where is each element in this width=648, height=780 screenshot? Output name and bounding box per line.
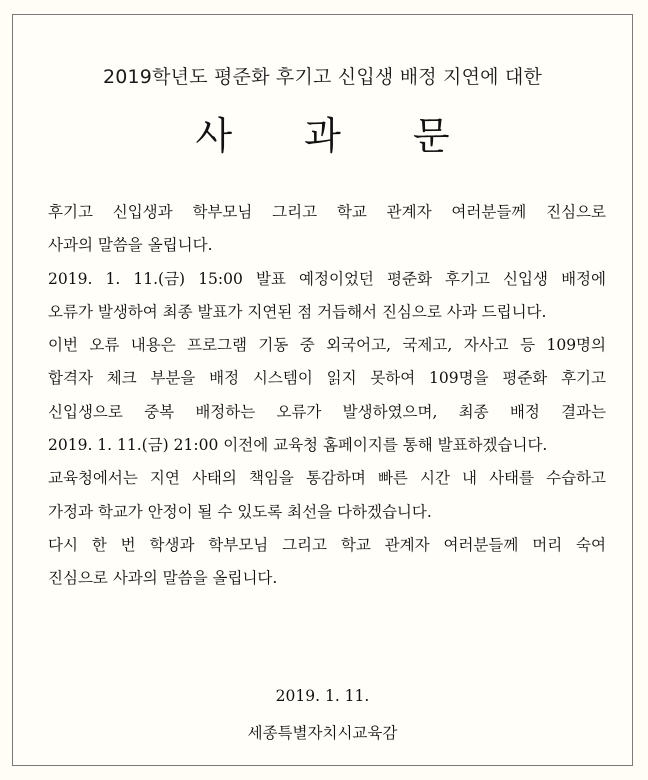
notice-date: 2019. 1. 11. [275, 687, 370, 705]
notice-title: 사 과 문 [195, 114, 480, 158]
body-line: 후기고 신입생과 학부모님 그리고 학교 관계자 여러분들께 진심으로 [48, 203, 606, 221]
body-line: 2019. 1. 11.(금) 15:00 발표 예정이었던 평준화 후기고 신입생 배정에 [48, 269, 606, 288]
body-line: 교육청에서는 지연 사태의 책임을 통감하며 빠른 시간 내 사태를 수습하고 [48, 469, 606, 488]
body-line: 2019. 1. 11.(금) 21:00 이전에 교육청 홈페이지를 통해 발표하겠습니다. [48, 436, 548, 455]
notice-signer: 세종특별자치시교육감 [247, 724, 398, 742]
body-line: 가정과 학교가 안정이 될 수 있도록 최선을 다하겠습니다. [48, 502, 432, 521]
body-line: 다시 한 번 학생과 학부모님 그리고 학교 관계자 여러분들께 머리 숙여 [48, 535, 606, 554]
body-line: 오류가 발생하여 최종 발표가 지연된 점 거듭해서 진심으로 사과 드립니다. [48, 302, 547, 321]
body-line: 사과의 말씀을 올립니다. [48, 236, 213, 255]
notice-frame [12, 14, 633, 766]
body-line: 진심으로 사과의 말씀을 올립니다. [48, 569, 278, 588]
body-line: 신입생으로 중복 배정하는 오류가 발생하였으며, 최종 배정 결과는 [48, 402, 606, 421]
notice-subtitle: 2019학년도 평준화 후기고 신입생 배정 지연에 대한 [102, 66, 543, 88]
body-line: 합격자 체크 부분을 배정 시스템이 읽지 못하여 109명을 평준화 후기고 [48, 369, 606, 388]
notice-body [48, 196, 606, 596]
body-line: 이번 오류 내용은 프로그램 기동 중 외국어고, 국제고, 자사고 등 109명의 [48, 336, 606, 355]
